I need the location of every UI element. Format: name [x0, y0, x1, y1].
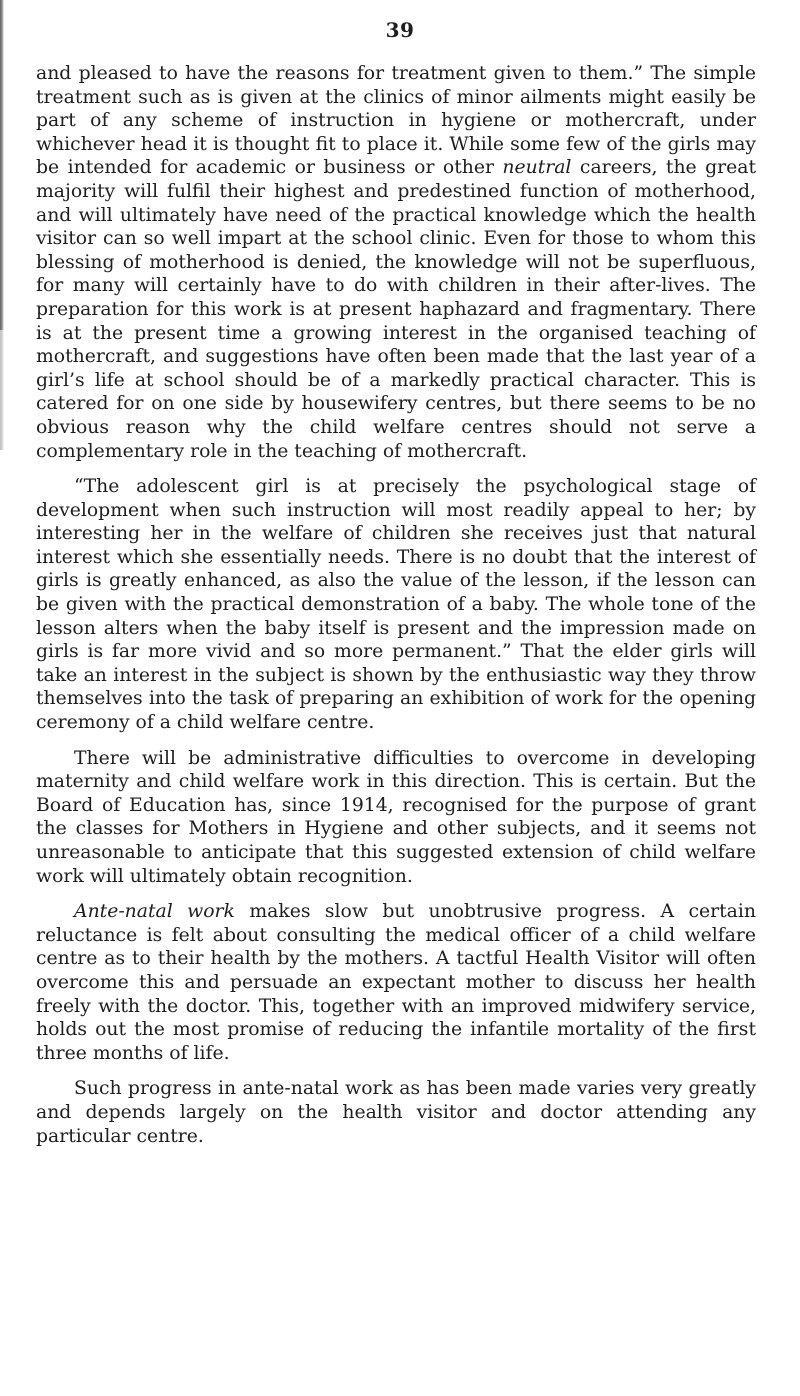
- scan-binding-shadow: [0, 0, 4, 330]
- page-body: [36, 62, 756, 1148]
- paragraph-5: Such progress in ante-natal work as has been made varies very greatly and depends largely on the health visitor and doctor attending any particular centre.: [36, 1078, 756, 1147]
- paragraph-3: There will be administrative difficulties to overcome in developing maternity and child welfare work in this direction. This is certain. But the Board of Education has, since 1914, recognised for the purpose of grant the classes for Mothers in Hygiene and other subjects, and it seems not unreasonable to anticipate that this suggested extension of child welfare work will ultimately obtain recognition.: [36, 747, 756, 887]
- paragraph-1: [36, 62, 756, 463]
- paragraph-4: [36, 900, 756, 1065]
- paragraph-4-text: makes slow but unobtrusive progress. A certain reluctance is felt about consulting the medical officer of a child welfare centre as to their health by the mothers. A tactful Health Visitor will often overcome this and persuade an expectant mother to discuss her health freely with the doctor. This, together with an improved midwifery service, holds out the most promise of reducing the infantile mortality of the first three months of life.: [36, 901, 756, 1064]
- scan-binding-shadow-lower: [0, 330, 4, 450]
- paragraph-2: “The adolescent girl is at precisely the psychological stage of development when such instruction will most readily appeal to her; by interesting her in the welfare of children she receives just that natural interest which she essentially needs. There is no doubt that the interest of girls is greatly enhanced, as also the value of the lesson, if the lesson can be given with the practical demonstration of a baby. The whole tone of the lesson alters when the baby itself is present and the impression made on girls is far more vivid and so more permanent.” That the elder girls will take an interest in the subject is shown by the enthusiastic way they throw themselves into the task of preparing an exhibition of work for the opening ceremony of a child welfare centre.: [36, 476, 756, 734]
- paragraph-1-text-start: and pleased to have the reasons for treatment given to them.” The simple treatment such as is given at the clinics of minor ailments might easily be part of any scheme of instruction in hygiene or mothercraft, under whichever head it is thought fit to place it. While some few of the girls may be intended for academic or business or other: [36, 63, 756, 179]
- paragraph-4-italic-heading: Ante-natal work: [74, 901, 235, 923]
- paragraph-1-text-end: careers, the great majority will fulfil their highest and predestined function of motherhood, and will ultimately have need of the practical knowledge which the health visitor can so well impart at the school clinic. Even for those to whom this blessing of motherhood is denied, the knowledge will not be superfluous, for many will certainly have to do with children in their after-lives. The preparation for this work is at present haphazard and fragmentary. There is at the present time a growing interest in the organised teaching of mothercraft, and suggestions have often been made that the last year of a girl’s life at school should be of a markedly practical character. This is catered for on one side by housewifery centres, but there seems to be no obvious reason why the child welfare centres should not serve a complementary role in the teaching of mothercraft.: [36, 157, 756, 462]
- page-number: 39: [385, 18, 415, 42]
- paragraph-1-italic-word: neutral: [502, 157, 572, 179]
